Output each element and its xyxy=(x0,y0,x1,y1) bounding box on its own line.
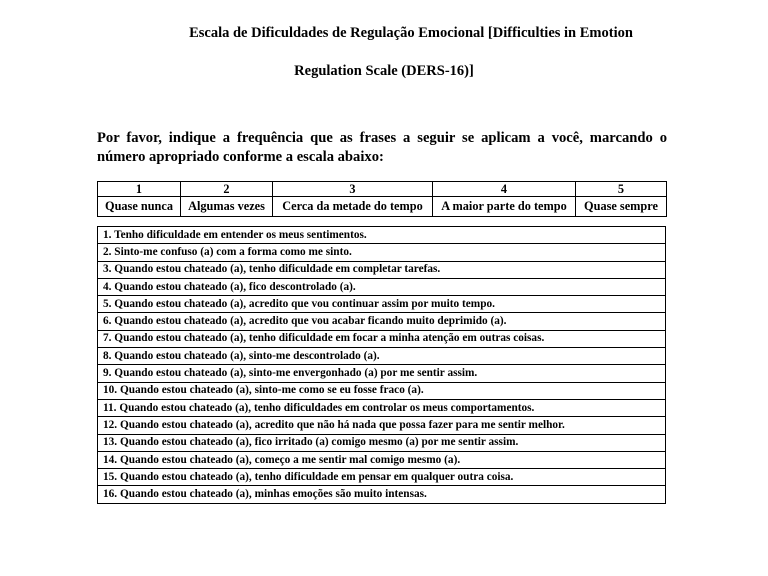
scale-number-row xyxy=(98,182,667,197)
item-text: 10. Quando estou chateado (a), sinto-me como se eu fosse fraco (a). xyxy=(98,382,666,399)
item-text: 14. Quando estou chateado (a), começo a me sentir mal comigo mesmo (a). xyxy=(98,451,666,468)
item-row xyxy=(98,348,666,365)
item-text: 6. Quando estou chateado (a), acredito que vou acabar ficando muito deprimido (a). xyxy=(98,313,666,330)
item-row xyxy=(98,296,666,313)
item-row xyxy=(98,486,666,503)
item-row xyxy=(98,313,666,330)
scale-number-3: 3 xyxy=(273,182,433,197)
item-row xyxy=(98,382,666,399)
item-row xyxy=(98,227,666,244)
scale-label-3: Cerca da metade do tempo xyxy=(273,197,433,217)
scale-number-4: 4 xyxy=(433,182,576,197)
document-title: Escala de Dificuldades de Regulação Emocional [Difficulties in Emotion xyxy=(189,25,633,41)
item-text: 3. Quando estou chateado (a), tenho dificuldade em completar tarefas. xyxy=(98,261,666,278)
scale-number-1: 1 xyxy=(98,182,181,197)
scale-label-2: Algumas vezes xyxy=(181,197,273,217)
item-text: 12. Quando estou chateado (a), acredito que não há nada que possa fazer para me sentir melhor. xyxy=(98,417,666,434)
item-text: 9. Quando estou chateado (a), sinto-me envergonhado (a) por me sentir assim. xyxy=(98,365,666,382)
scale-number-2: 2 xyxy=(181,182,273,197)
scale-label-4: A maior parte do tempo xyxy=(433,197,576,217)
scale-label-row xyxy=(98,197,667,217)
item-text: 16. Quando estou chateado (a), minhas emoções são muito intensas. xyxy=(98,486,666,503)
item-row xyxy=(98,261,666,278)
scale-label-1: Quase nunca xyxy=(98,197,181,217)
item-row xyxy=(98,244,666,261)
item-row xyxy=(98,434,666,451)
scale-label-5: Quase sempre xyxy=(576,197,667,217)
item-text: 8. Quando estou chateado (a), sinto-me descontrolado (a). xyxy=(98,348,666,365)
item-text: 7. Quando estou chateado (a), tenho dificuldade em focar a minha atenção em outras coisas. xyxy=(98,330,666,347)
item-text: 11. Quando estou chateado (a), tenho dificuldades em controlar os meus comportamentos. xyxy=(98,399,666,416)
item-text: 13. Quando estou chateado (a), fico irritado (a) comigo mesmo (a) por me sentir assim. xyxy=(98,434,666,451)
instructions-paragraph: Por favor, indique a frequência que as frases a seguir se aplicam a você, marcando o número apropriado conforme a escala abaixo: xyxy=(97,130,667,165)
item-row xyxy=(98,330,666,347)
item-text: 4. Quando estou chateado (a), fico descontrolado (a). xyxy=(98,278,666,295)
item-row xyxy=(98,451,666,468)
item-row xyxy=(98,365,666,382)
item-row xyxy=(98,469,666,486)
item-text: 5. Quando estou chateado (a), acredito que vou continuar assim por muito tempo. xyxy=(98,296,666,313)
item-row xyxy=(98,278,666,295)
document-title-continued: Regulation Scale (DERS-16)] xyxy=(294,63,474,79)
item-row xyxy=(98,399,666,416)
scale-number-5: 5 xyxy=(576,182,667,197)
item-text: 2. Sinto-me confuso (a) com a forma como me sinto. xyxy=(98,244,666,261)
item-text: 1. Tenho dificuldade em entender os meus sentimentos. xyxy=(98,227,666,244)
item-row xyxy=(98,417,666,434)
response-scale-table xyxy=(97,181,667,217)
items-table xyxy=(97,226,666,504)
item-text: 15. Quando estou chateado (a), tenho dificuldade em pensar em qualquer outra coisa. xyxy=(98,469,666,486)
